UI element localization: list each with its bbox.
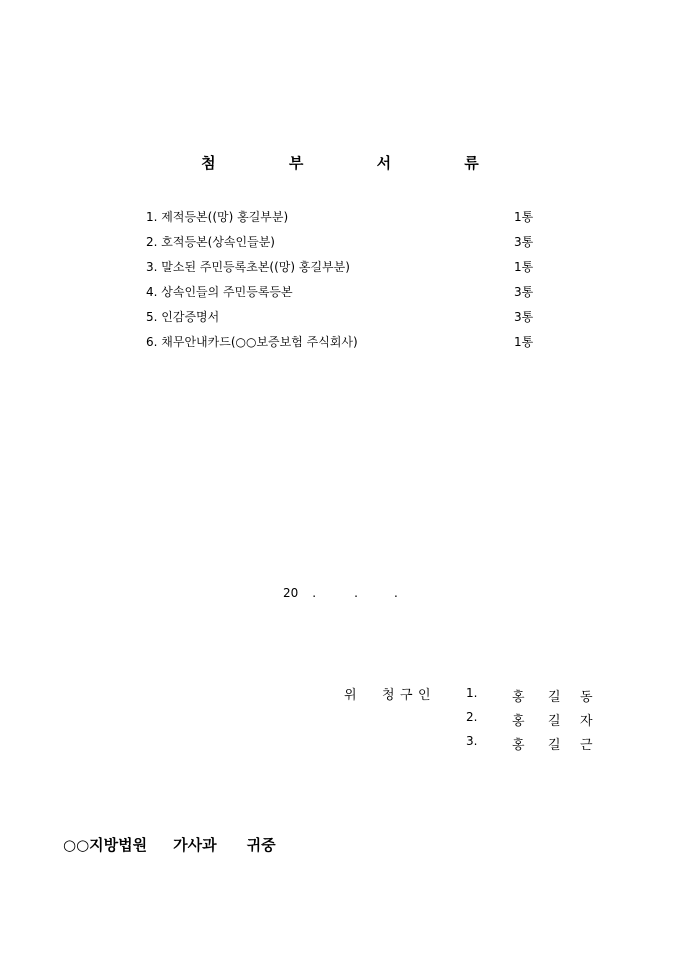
date-dot: . bbox=[354, 586, 358, 600]
item-number: 4. bbox=[146, 285, 158, 299]
petitioner-name-char: 홍 bbox=[512, 690, 525, 705]
date-dot: . bbox=[312, 586, 317, 600]
attachment-list bbox=[146, 208, 546, 358]
item-count: 1통 bbox=[514, 260, 534, 274]
petitioner-name-char: 근 bbox=[580, 738, 593, 753]
petitioner-row bbox=[466, 734, 606, 754]
list-item bbox=[146, 333, 546, 358]
petitioner-name-char: 자 bbox=[580, 714, 593, 729]
item-count: 3통 bbox=[514, 235, 534, 249]
list-item bbox=[146, 283, 546, 308]
petitioner-row bbox=[466, 710, 606, 730]
list-item bbox=[146, 258, 546, 283]
item-number: 6. bbox=[146, 335, 158, 349]
petitioner-name-char: 길 bbox=[548, 738, 561, 753]
item-number: 2. bbox=[146, 235, 158, 249]
list-item bbox=[146, 308, 546, 333]
date-dot: . bbox=[393, 586, 398, 600]
item-count: 3통 bbox=[514, 310, 534, 324]
court-honorific: 귀중 bbox=[246, 836, 276, 854]
petitioner-name-char: 길 bbox=[548, 714, 561, 729]
item-description: 말소된 주민등록초본((망) 홍길부분) bbox=[161, 260, 350, 274]
petitioner-number: 3. bbox=[466, 734, 478, 748]
item-description: 제적등본((망) 홍길부분) bbox=[161, 210, 289, 224]
date-line bbox=[283, 586, 398, 600]
item-description: 상속인들의 주민등록등본 bbox=[161, 285, 293, 299]
petitioner-name-char: 동 bbox=[580, 690, 593, 705]
item-count: 1통 bbox=[514, 210, 534, 224]
item-number: 3. bbox=[146, 260, 158, 274]
list-item bbox=[146, 233, 546, 258]
petitioner-name-char: 홍 bbox=[512, 714, 525, 729]
item-count: 1통 bbox=[514, 335, 534, 349]
court-department: 가사과 bbox=[173, 836, 217, 854]
petitioner-number: 2. bbox=[466, 710, 478, 724]
item-count: 3통 bbox=[514, 285, 534, 299]
document-title: 첨 부 서 류 bbox=[201, 154, 513, 172]
item-description: 인감증명서 bbox=[161, 310, 220, 324]
court-name: ○○지방법원 bbox=[63, 836, 148, 854]
petitioner-row bbox=[466, 686, 606, 706]
date-year: 20 bbox=[283, 586, 299, 600]
petitioner-name-char: 길 bbox=[548, 690, 561, 705]
list-item bbox=[146, 208, 546, 233]
petitioner-name-char: 홍 bbox=[512, 738, 525, 753]
item-number: 5. bbox=[146, 310, 158, 324]
item-number: 1. bbox=[146, 210, 158, 224]
petitioner-number: 1. bbox=[466, 686, 478, 700]
item-description: 채무안내카드(○○보증보험 주식회사) bbox=[161, 335, 358, 349]
court-addressee bbox=[63, 834, 276, 855]
item-description: 호적등본(상속인들분) bbox=[161, 235, 275, 249]
petitioner-label: 위 청 구 인 bbox=[344, 688, 431, 703]
